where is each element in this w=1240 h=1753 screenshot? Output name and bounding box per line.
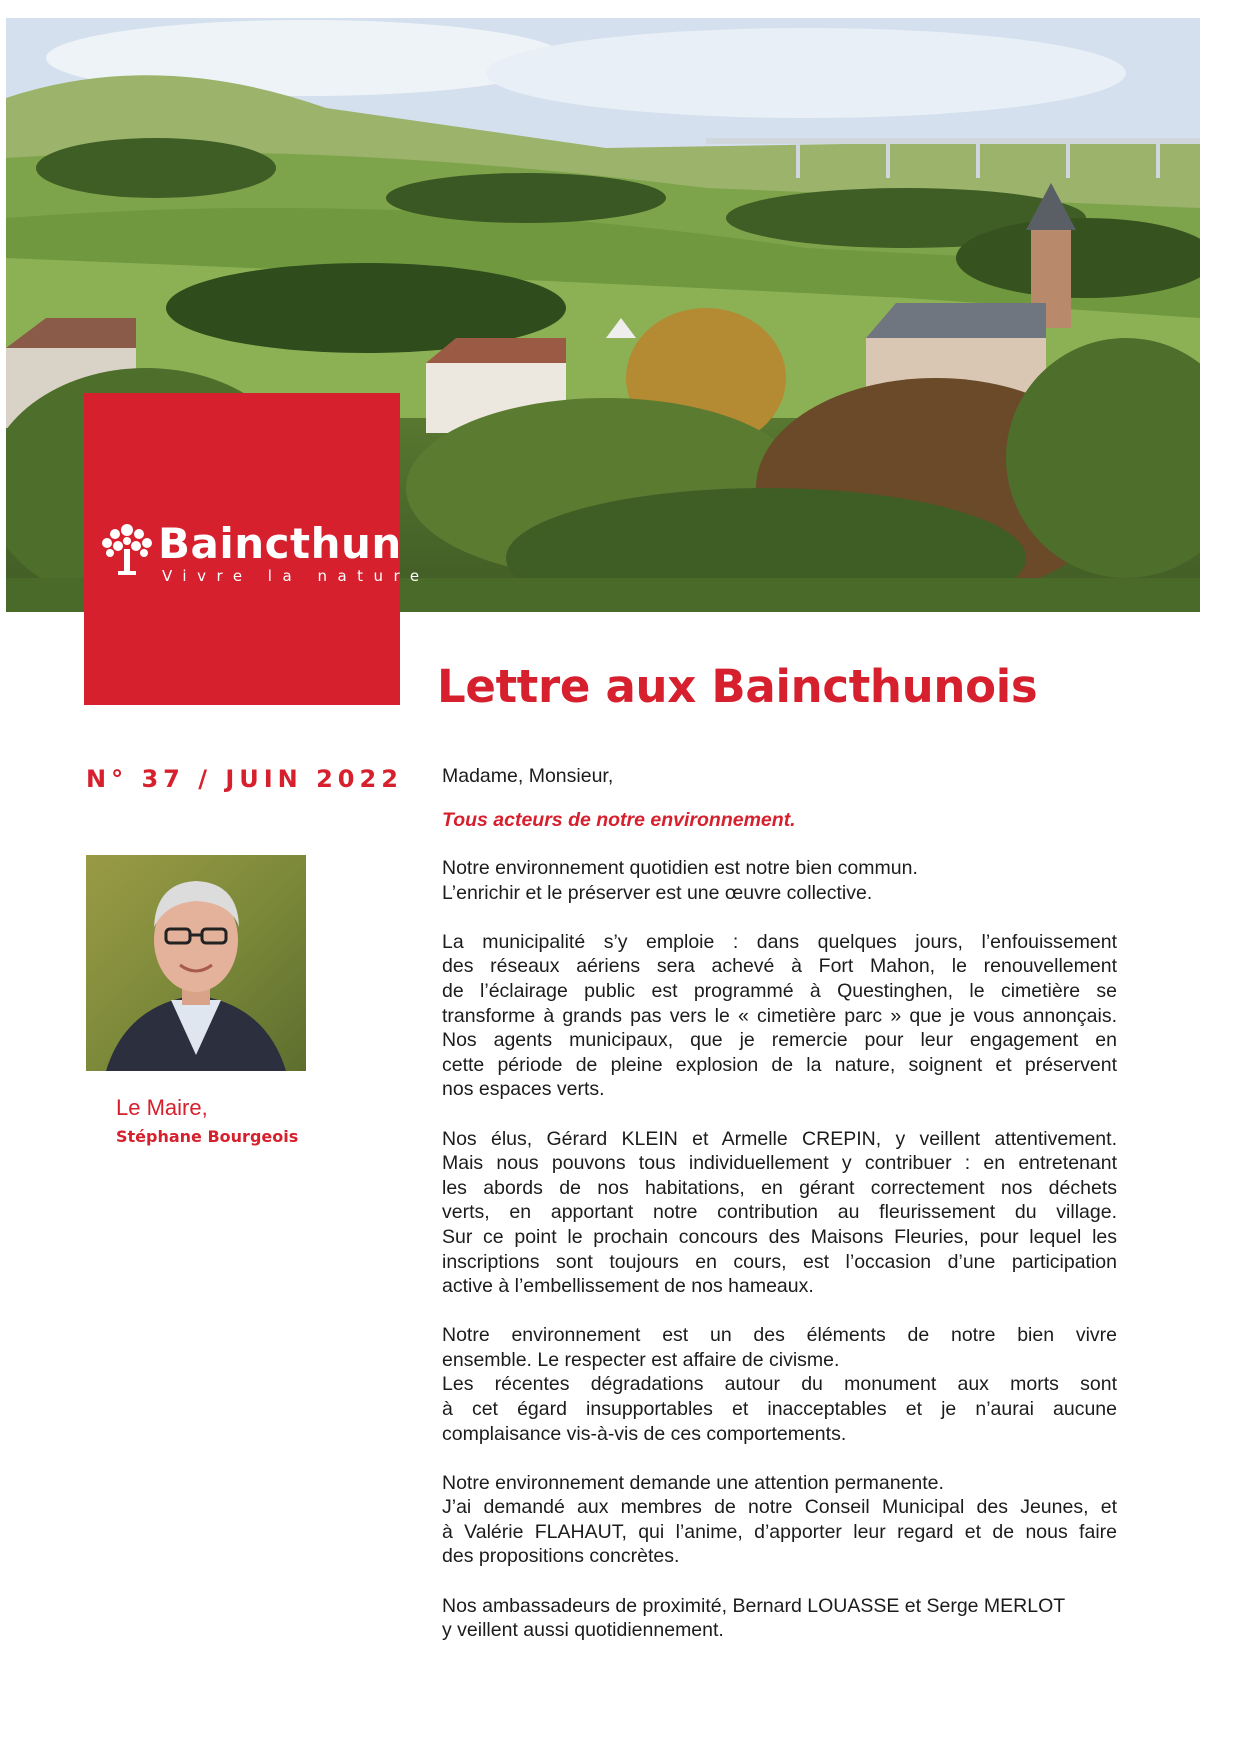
paragraph-line: verts, en apportant notre contribution au fleurissement du village.	[442, 1201, 1117, 1224]
paragraph-line: à cet égard insupportables et inacceptables et je n’aurai aucune	[442, 1397, 1117, 1420]
paragraph-line: Notre environnement est un des éléments de notre bien vivre	[442, 1324, 1117, 1347]
mayor-portrait-illustration	[86, 855, 306, 1071]
paragraph-line: La municipalité s’y emploie : dans quelques jours, l’enfouissement	[442, 930, 1117, 953]
paragraph-line: Notre environnement quotidien est notre bien commun.	[442, 857, 918, 880]
paragraph-3	[442, 1127, 1117, 1299]
paragraph-6	[442, 1594, 1117, 1643]
paragraph-line: J’ai demandé aux membres de notre Conseil Municipal des Jeunes, et	[442, 1496, 1117, 1519]
paragraph-line: complaisance vis-à-vis de ces comportements.	[442, 1422, 847, 1445]
mayor-portrait	[86, 855, 306, 1071]
tree-logo-icon	[98, 521, 156, 577]
letter-subtitle: Tous acteurs de notre environnement.	[442, 808, 796, 831]
letter-body	[442, 764, 1117, 1667]
paragraph-line: les abords de nos habitations, en gérant correctement nos déchets	[442, 1176, 1117, 1199]
paragraph-line: y veillent aussi quotidiennement.	[442, 1619, 724, 1642]
brand-name: Baincthun	[158, 519, 402, 568]
paragraph-line: de l’éclairage public est programmé à Questinghen, le cimetière se	[442, 980, 1117, 1003]
paragraph-line: nos espaces verts.	[442, 1078, 605, 1101]
paragraph-line: inscriptions sont toujours en cours, est l’occasion d’une participation	[442, 1250, 1117, 1273]
paragraph-line: Sur ce point le prochain concours des Maisons Fleuries, pour lequel les	[442, 1225, 1117, 1248]
brand-tagline: Vivre la nature	[162, 567, 430, 585]
paragraph-line: des réseaux aériens sera achevé à Fort Mahon, le renouvellement	[442, 955, 1117, 978]
salutation: Madame, Monsieur,	[442, 765, 614, 787]
mayor-title: Le Maire,	[116, 1095, 208, 1120]
mayor-name: Stéphane Bourgeois	[116, 1127, 299, 1146]
paragraph-2	[442, 930, 1117, 1102]
paragraph-line: Nos élus, Gérard KLEIN et Armelle CREPIN, y veillent attentivement.	[442, 1127, 1117, 1150]
logo-block	[84, 393, 430, 705]
paragraph-line: à Valérie FLAHAUT, qui l’anime, d’apporter leur regard et de nous faire	[442, 1520, 1117, 1543]
paragraph-line: des propositions concrètes.	[442, 1545, 680, 1568]
paragraph-line: active à l’embellissement de nos hameaux.	[442, 1275, 814, 1298]
paragraph-line: Mais nous pouvons tous individuellement y contribuer : en entretenant	[442, 1152, 1117, 1175]
paragraph-line: Nos ambassadeurs de proximité, Bernard LOUASSE et Serge MERLOT	[442, 1594, 1066, 1617]
paragraph-5	[442, 1471, 1117, 1569]
paragraph-line: Les récentes dégradations autour du monument aux morts sont	[442, 1373, 1117, 1396]
paragraph-line: transforme à grands pas vers le « cimetière parc » que je vous annonçais.	[442, 1004, 1117, 1027]
paragraph-line: Nos agents municipaux, que je remercie pour leur engagement en	[442, 1029, 1117, 1052]
paragraph-line: ensemble. Le respecter est affaire de civisme.	[442, 1348, 840, 1371]
paragraph-4	[442, 1323, 1117, 1446]
paragraph-line: L’enrichir et le préserver est une œuvre collective.	[442, 881, 873, 904]
paragraph-line: Notre environnement demande une attention permanente.	[442, 1471, 944, 1494]
paragraph-line: cette période de pleine explosion de la nature, soignent et préservent	[442, 1053, 1117, 1076]
issue-label: N° 37 / JUIN 2022	[86, 765, 403, 793]
paragraph-1	[442, 856, 1117, 905]
newsletter-title: Lettre aux Baincthunois	[437, 660, 1038, 713]
